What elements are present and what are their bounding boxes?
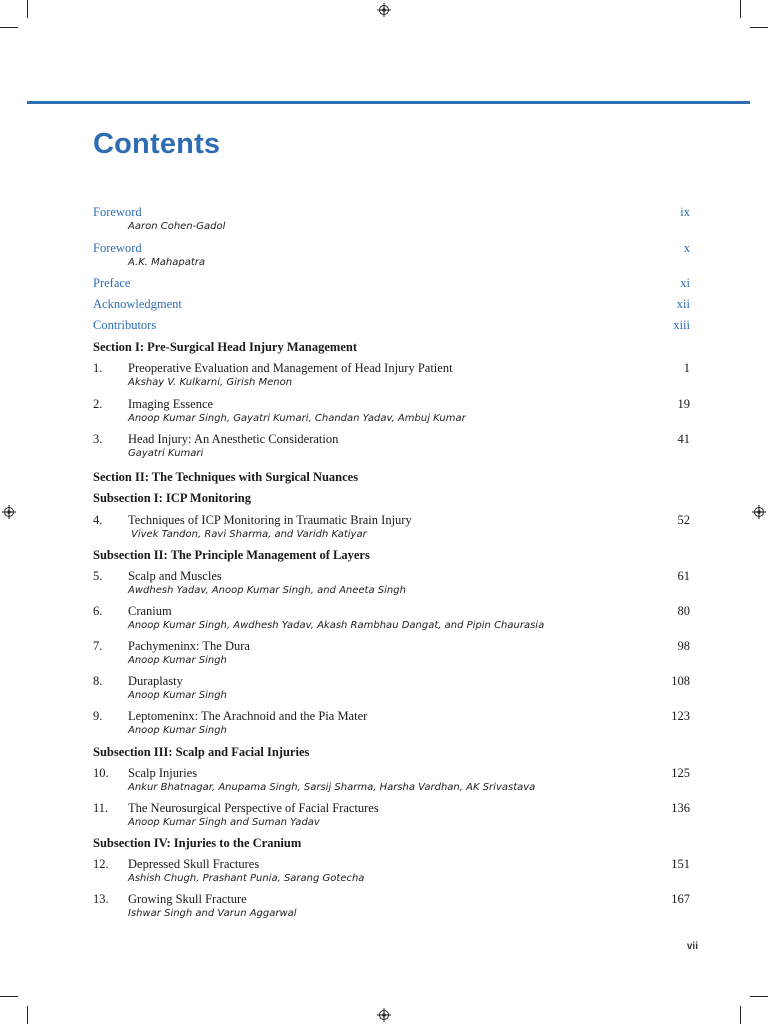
toc-chapter[interactable] — [93, 766, 690, 794]
subsection-heading: Subsection III: Scalp and Facial Injuries — [93, 745, 310, 759]
page-title: Contents — [93, 128, 221, 160]
chapter-page: 19 — [677, 397, 690, 411]
chapter-title: Preoperative Evaluation and Management of Head Injury Patient — [128, 361, 453, 375]
chapter-page: 123 — [671, 709, 690, 723]
entry-author: Aaron Cohen-Gadol — [128, 221, 226, 232]
chapter-title: The Neurosurgical Perspective of Facial Fractures — [128, 801, 379, 815]
chapter-number: 9. — [93, 709, 103, 723]
chapter-number: 11. — [93, 801, 109, 815]
toc-entry-foreword[interactable] — [93, 241, 690, 269]
chapter-authors: Vivek Tandon, Ravi Sharma, and Varidh Katiyar — [131, 529, 367, 540]
chapter-number: 5. — [93, 569, 103, 583]
entry-title: Preface — [93, 276, 131, 290]
crop-mark — [0, 27, 18, 28]
entry-page: xi — [680, 276, 690, 290]
chapter-authors: Akshay V. Kulkarni, Girish Menon — [128, 377, 293, 388]
entry-title: Acknowledgment — [93, 297, 182, 311]
toc-entry-foreword[interactable] — [93, 205, 690, 233]
toc-chapter[interactable] — [93, 432, 690, 460]
section-heading: Section II: The Techniques with Surgical Nuances — [93, 470, 359, 484]
chapter-page: 61 — [677, 569, 690, 583]
chapter-title: Scalp Injuries — [128, 766, 198, 780]
crop-mark — [0, 996, 18, 997]
chapter-number: 13. — [93, 892, 109, 906]
header-rule — [27, 101, 750, 104]
chapter-number: 1. — [93, 361, 103, 375]
chapter-page: 151 — [671, 857, 690, 871]
chapter-number: 3. — [93, 432, 103, 446]
toc-chapter[interactable] — [93, 857, 690, 885]
chapter-authors: Ashish Chugh, Prashant Punia, Sarang Gotecha — [128, 873, 365, 884]
subsection-heading: Subsection II: The Principle Management of Layers — [93, 548, 370, 562]
chapter-page: 1 — [683, 361, 690, 375]
toc-entry-preface[interactable] — [93, 276, 690, 291]
chapter-number: 2. — [93, 397, 103, 411]
chapter-authors: Anoop Kumar Singh, Awdhesh Yadav, Akash Rambhau Dangat, and Pipin Chaurasia — [128, 620, 545, 631]
chapter-authors: Anoop Kumar Singh — [128, 655, 227, 666]
chapter-page: 80 — [677, 604, 690, 618]
chapter-authors: Anoop Kumar Singh, Gayatri Kumari, Chandan Yadav, Ambuj Kumar — [128, 413, 466, 424]
registration-mark-icon — [752, 505, 766, 519]
registration-mark-icon — [2, 505, 16, 519]
chapter-page: 167 — [671, 892, 690, 906]
section-heading: Section I: Pre-Surgical Head Injury Management — [93, 340, 357, 354]
chapter-number: 6. — [93, 604, 103, 618]
toc-chapter[interactable] — [93, 709, 690, 737]
entry-author: A.K. Mahapatra — [128, 257, 205, 268]
chapter-page: 41 — [677, 432, 690, 446]
chapter-number: 4. — [93, 513, 103, 527]
chapter-authors: Gayatri Kumari — [128, 448, 204, 459]
chapter-title: Duraplasty — [128, 674, 183, 688]
page-number: vii — [686, 941, 698, 952]
entry-page: xiii — [673, 318, 690, 332]
crop-mark — [750, 27, 768, 28]
toc-chapter[interactable] — [93, 569, 690, 597]
toc-chapter[interactable] — [93, 801, 690, 829]
registration-mark-icon — [377, 3, 391, 17]
toc-entry-contributors[interactable] — [93, 318, 690, 333]
entry-page: x — [683, 241, 690, 255]
chapter-page: 125 — [671, 766, 690, 780]
chapter-authors: Anoop Kumar Singh — [128, 690, 227, 701]
chapter-title: Techniques of ICP Monitoring in Traumatic Brain Injury — [128, 513, 412, 527]
toc-chapter[interactable] — [93, 639, 690, 667]
chapter-page: 98 — [677, 639, 690, 653]
chapter-number: 7. — [93, 639, 103, 653]
chapter-number: 12. — [93, 857, 109, 871]
chapter-authors: Ishwar Singh and Varun Aggarwal — [128, 908, 297, 919]
chapter-page: 136 — [671, 801, 690, 815]
entry-page: ix — [680, 205, 690, 219]
crop-mark — [740, 0, 741, 18]
toc-chapter[interactable] — [93, 892, 690, 920]
chapter-page: 52 — [677, 513, 690, 527]
toc-chapter[interactable] — [93, 674, 690, 702]
chapter-title: Imaging Essence — [128, 397, 214, 411]
toc-chapter[interactable] — [93, 361, 690, 389]
registration-mark-icon — [377, 1008, 391, 1022]
chapter-title: Growing Skull Fracture — [128, 892, 247, 906]
toc-chapter[interactable] — [93, 397, 690, 425]
chapter-authors: Anoop Kumar Singh — [128, 725, 227, 736]
entry-title: Contributors — [93, 318, 157, 332]
chapter-title: Leptomeninx: The Arachnoid and the Pia Mater — [128, 709, 368, 723]
crop-mark — [750, 996, 768, 997]
chapter-title: Head Injury: An Anesthetic Consideration — [128, 432, 339, 446]
chapter-authors: Awdhesh Yadav, Anoop Kumar Singh, and Aneeta Singh — [128, 585, 406, 596]
subsection-heading: Subsection I: ICP Monitoring — [93, 491, 252, 505]
toc-entry-acknowledgment[interactable] — [93, 297, 690, 312]
entry-title: Foreword — [93, 205, 142, 219]
chapter-title: Depressed Skull Fractures — [128, 857, 260, 871]
chapter-number: 10. — [93, 766, 109, 780]
crop-mark — [27, 1006, 28, 1024]
entry-title: Foreword — [93, 241, 142, 255]
chapter-authors: Anoop Kumar Singh and Suman Yadav — [128, 817, 320, 828]
entry-page: xii — [676, 297, 690, 311]
crop-mark — [27, 0, 28, 18]
chapter-title: Pachymeninx: The Dura — [128, 639, 250, 653]
chapter-title: Scalp and Muscles — [128, 569, 222, 583]
chapter-authors: Ankur Bhatnagar, Anupama Singh, Sarsij Sharma, Harsha Vardhan, AK Srivastava — [128, 782, 536, 793]
crop-mark — [740, 1006, 741, 1024]
subsection-heading: Subsection IV: Injuries to the Cranium — [93, 836, 302, 850]
toc-chapter[interactable] — [93, 513, 690, 541]
chapter-page: 108 — [671, 674, 690, 688]
toc-chapter[interactable] — [93, 604, 690, 632]
chapter-title: Cranium — [128, 604, 172, 618]
chapter-number: 8. — [93, 674, 103, 688]
